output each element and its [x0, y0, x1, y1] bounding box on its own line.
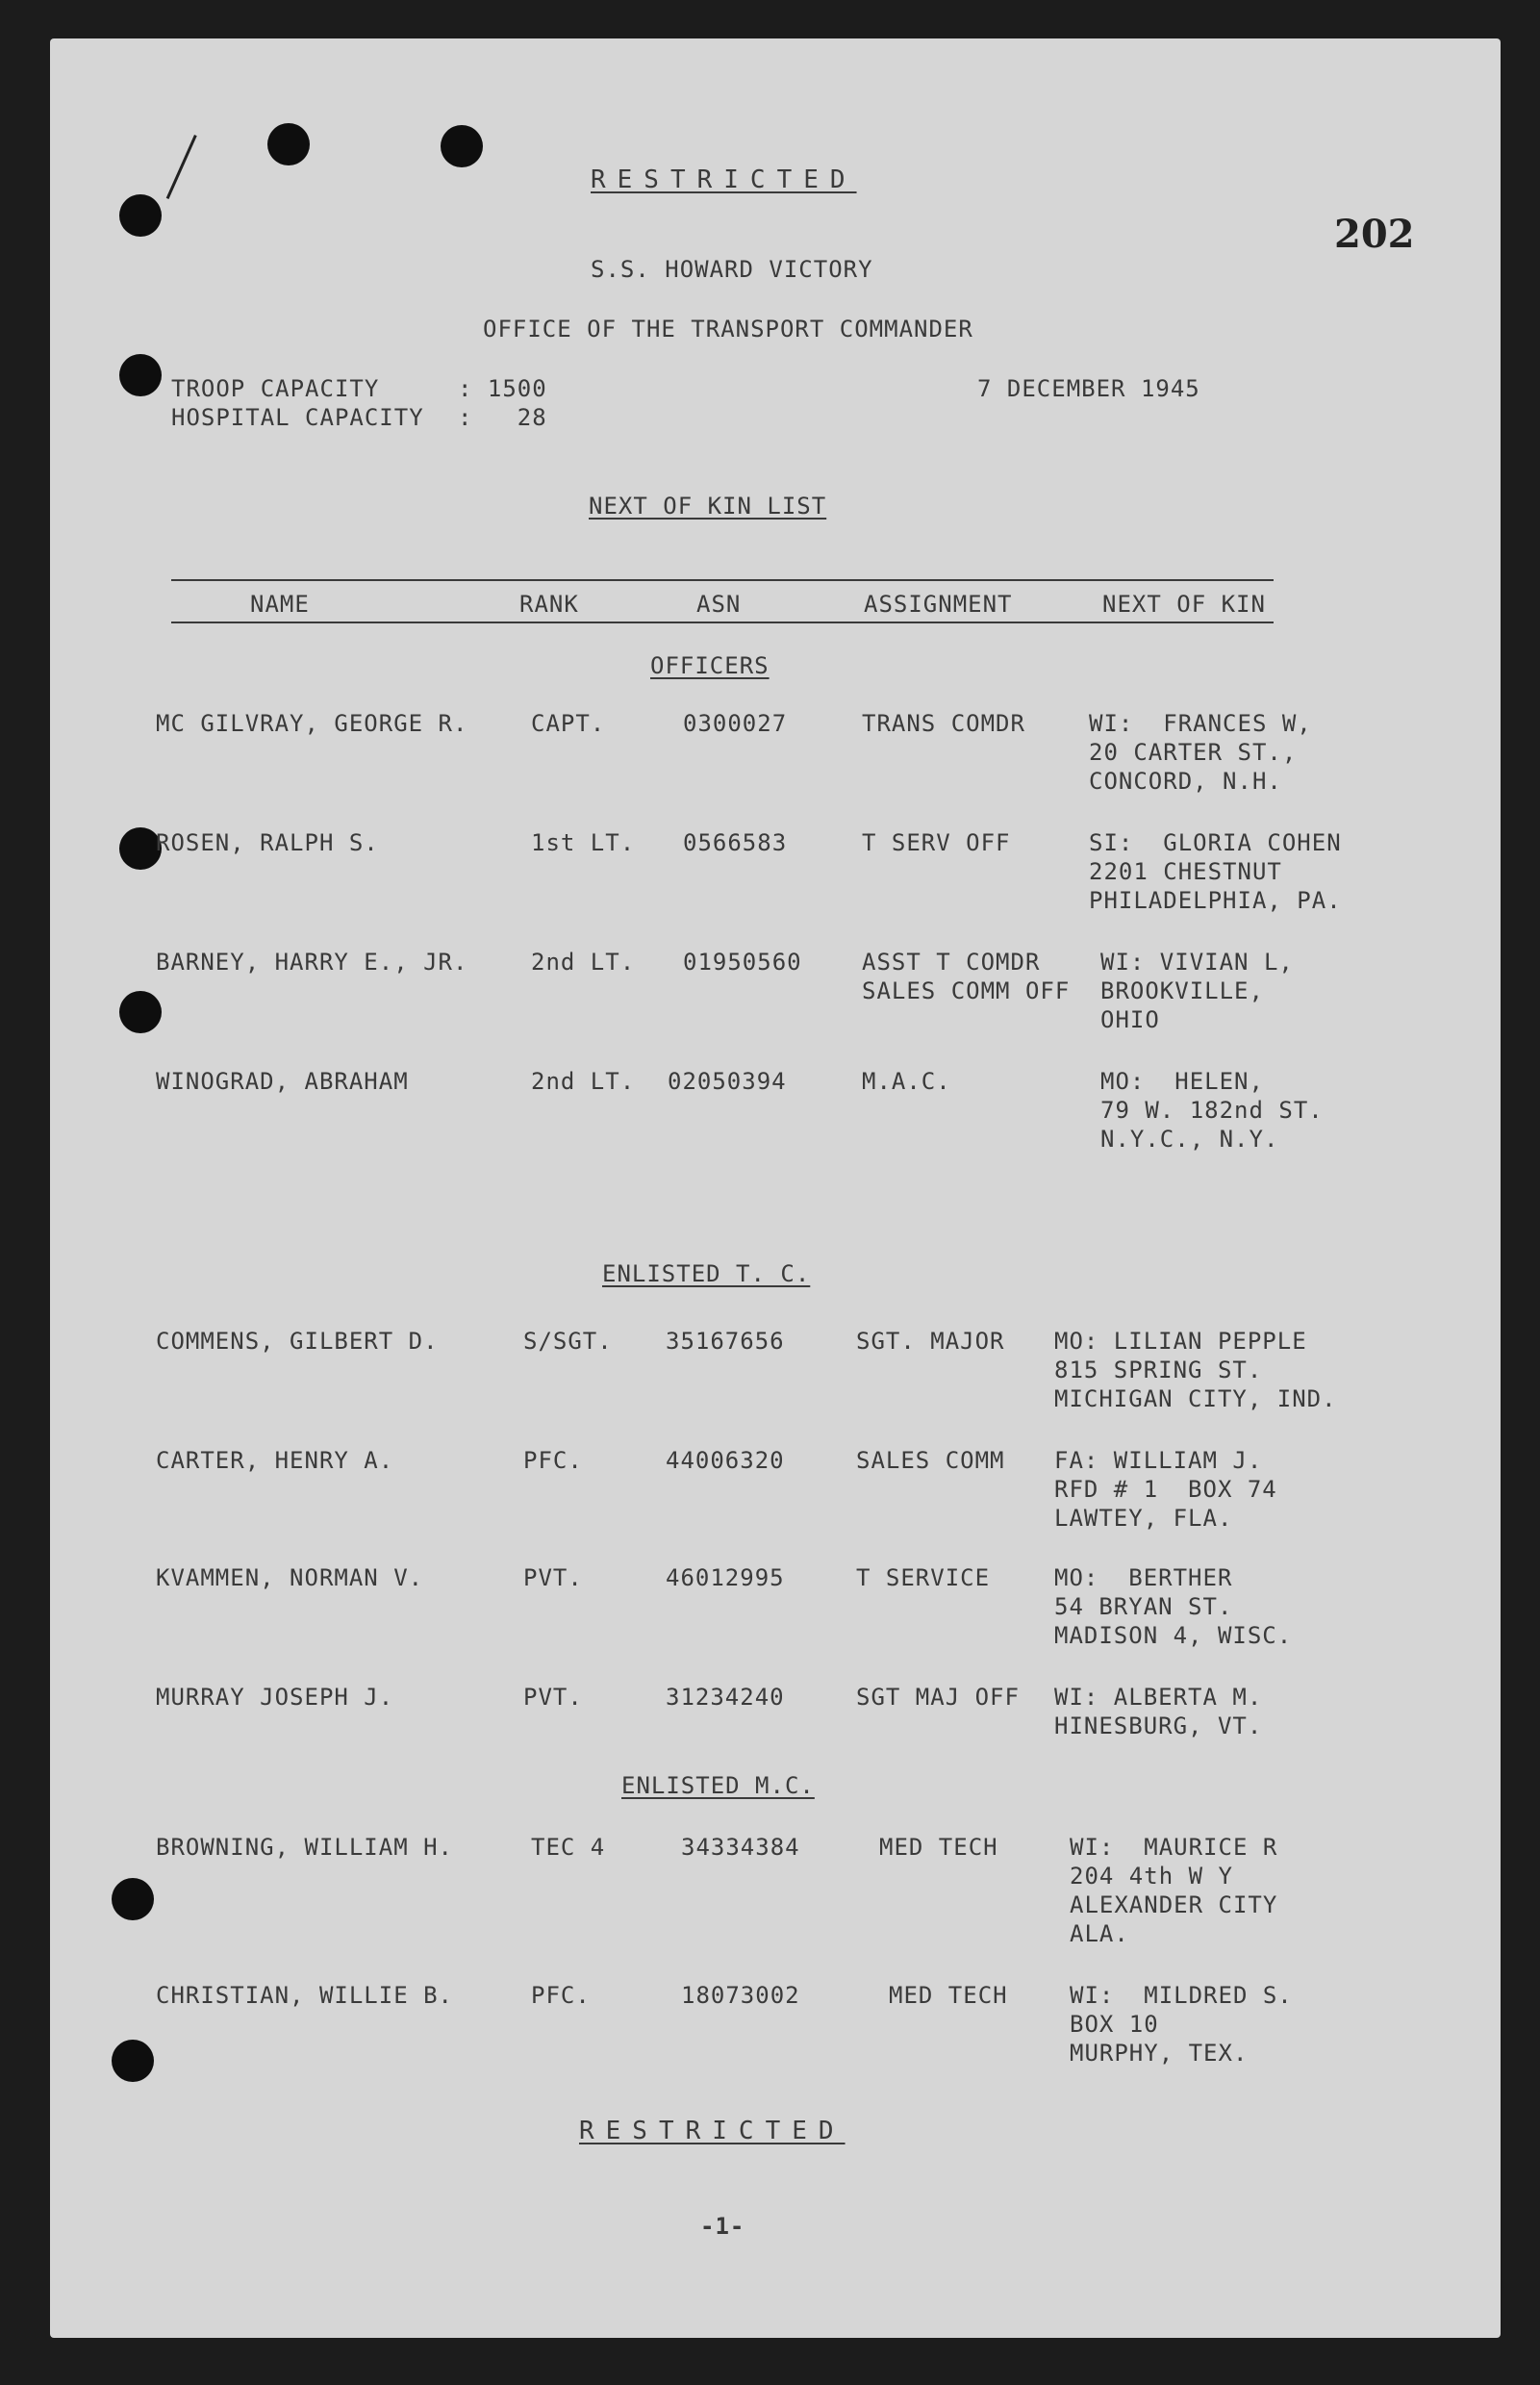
row-name: CARTER, HENRY A.: [156, 1447, 394, 1474]
list-title: NEXT OF KIN LIST: [589, 493, 827, 520]
document-page: [50, 38, 1501, 2338]
row-asn: 44006320: [666, 1447, 785, 1474]
row-kin-line: BROOKVILLE,: [1100, 977, 1264, 1004]
punch-hole: [112, 2040, 154, 2082]
row-kin-line: WI: MAURICE R: [1070, 1834, 1278, 1861]
row-kin-line: N.Y.C., N.Y.: [1100, 1126, 1279, 1153]
row-asn: 18073002: [681, 1982, 800, 2009]
row-rank: 2nd LT.: [531, 1068, 636, 1095]
row-kin-line: CONCORD, N.H.: [1089, 768, 1282, 795]
row-kin-line: BOX 10: [1070, 2011, 1159, 2038]
row-assignment: SGT. MAJOR: [856, 1328, 1005, 1355]
row-rank: PFC.: [531, 1982, 591, 2009]
row-rank: 1st LT.: [531, 829, 636, 856]
row-kin-line: FA: WILLIAM J.: [1054, 1447, 1263, 1474]
hospital-capacity-value: : 28: [458, 404, 547, 431]
row-asn: 46012995: [666, 1564, 785, 1591]
page-number: 202: [1334, 212, 1415, 257]
col-header-rank: RANK: [519, 591, 579, 618]
row-assignment: MED TECH: [879, 1834, 998, 1861]
troop-capacity-label: TROOP CAPACITY: [171, 375, 380, 402]
row-asn: 0566583: [683, 829, 788, 856]
row-asn: 02050394: [668, 1068, 787, 1095]
row-rank: TEC 4: [531, 1834, 606, 1861]
col-header-assignment: ASSIGNMENT: [864, 591, 1013, 618]
row-kin-line: HINESBURG, VT.: [1054, 1713, 1263, 1739]
row-kin-line: RFD # 1 BOX 74: [1054, 1476, 1277, 1503]
row-name: MC GILVRAY, GEORGE R.: [156, 710, 468, 737]
row-kin-line: SI: GLORIA COHEN: [1089, 829, 1342, 856]
row-rank: PVT.: [523, 1684, 583, 1711]
row-kin-line: LAWTEY, FLA.: [1054, 1505, 1233, 1532]
troop-capacity-value: : 1500: [458, 375, 547, 402]
section-enlisted-tc: ENLISTED T. C.: [602, 1260, 811, 1287]
punch-hole: [119, 194, 162, 237]
ship-name: S.S. HOWARD VICTORY: [591, 256, 873, 283]
document-date: 7 DECEMBER 1945: [977, 375, 1200, 402]
classification-bottom: RESTRICTED: [579, 2117, 846, 2145]
row-kin-line: 20 CARTER ST.,: [1089, 739, 1298, 766]
pen-mark: [166, 135, 197, 199]
punch-hole: [267, 123, 310, 165]
row-assignment: MED TECH: [889, 1982, 1008, 2009]
punch-hole: [119, 991, 162, 1033]
section-officers: OFFICERS: [650, 652, 770, 679]
row-kin-line: 204 4th W Y: [1070, 1863, 1233, 1890]
row-asn: 01950560: [683, 949, 802, 976]
row-rank: S/SGT.: [523, 1328, 613, 1355]
row-asn: 0300027: [683, 710, 788, 737]
row-kin-line: MO: HELEN,: [1100, 1068, 1264, 1095]
row-kin-line: ALEXANDER CITY: [1070, 1891, 1278, 1918]
row-kin-line: WI: MILDRED S.: [1070, 1982, 1293, 2009]
row-kin-line: 2201 CHESTNUT: [1089, 858, 1282, 885]
row-assignment: SGT MAJ OFF: [856, 1684, 1020, 1711]
row-assignment: TRANS COMDR: [862, 710, 1025, 737]
row-asn: 35167656: [666, 1328, 785, 1355]
row-rank: PFC.: [523, 1447, 583, 1474]
row-name: CHRISTIAN, WILLIE B.: [156, 1982, 453, 2009]
row-name: BROWNING, WILLIAM H.: [156, 1834, 453, 1861]
row-kin-line: 79 W. 182nd ST.: [1100, 1097, 1324, 1124]
row-kin-line: OHIO: [1100, 1006, 1160, 1033]
row-kin-line: 815 SPRING ST.: [1054, 1357, 1263, 1383]
row-kin-line: PHILADELPHIA, PA.: [1089, 887, 1342, 914]
col-header-asn: ASN: [696, 591, 742, 618]
row-kin-line: 54 BRYAN ST.: [1054, 1593, 1233, 1620]
punch-hole: [119, 354, 162, 396]
row-kin-line: MO: LILIAN PEPPLE: [1054, 1328, 1307, 1355]
page-footer-number: -1-: [700, 2213, 745, 2240]
col-header-name: NAME: [250, 591, 310, 618]
row-assignment: SALES COMM: [856, 1447, 1005, 1474]
row-assignment: ASST T COMDR: [862, 949, 1041, 976]
row-name: COMMENS, GILBERT D.: [156, 1328, 439, 1355]
row-kin-line: MURPHY, TEX.: [1070, 2040, 1249, 2067]
row-name: MURRAY JOSEPH J.: [156, 1684, 394, 1711]
classification-top: RESTRICTED: [591, 165, 857, 194]
office-title: OFFICE OF THE TRANSPORT COMMANDER: [483, 316, 973, 343]
row-rank: 2nd LT.: [531, 949, 636, 976]
row-name: BARNEY, HARRY E., JR.: [156, 949, 468, 976]
row-rank: CAPT.: [531, 710, 606, 737]
section-enlisted-mc: ENLISTED M.C.: [621, 1772, 815, 1799]
row-kin-line: WI: VIVIAN L,: [1100, 949, 1294, 976]
row-assignment: M.A.C.: [862, 1068, 951, 1095]
row-kin-line: WI: FRANCES W,: [1089, 710, 1312, 737]
row-kin-line: MICHIGAN CITY, IND.: [1054, 1385, 1337, 1412]
row-rank: PVT.: [523, 1564, 583, 1591]
hospital-capacity-label: HOSPITAL CAPACITY: [171, 404, 424, 431]
row-name: KVAMMEN, NORMAN V.: [156, 1564, 424, 1591]
row-assignment: T SERVICE: [856, 1564, 991, 1591]
row-name: ROSEN, RALPH S.: [156, 829, 379, 856]
row-assignment: T SERV OFF: [862, 829, 1011, 856]
header-rule-bottom: [171, 622, 1274, 623]
punch-hole: [441, 125, 483, 167]
row-asn: 34334384: [681, 1834, 800, 1861]
row-name: WINOGRAD, ABRAHAM: [156, 1068, 409, 1095]
col-header-next-of-kin: NEXT OF KIN: [1102, 591, 1266, 618]
row-kin-line: MO: BERTHER: [1054, 1564, 1233, 1591]
row-kin-line: WI: ALBERTA M.: [1054, 1684, 1263, 1711]
row-asn: 31234240: [666, 1684, 785, 1711]
header-rule-top: [171, 579, 1274, 581]
row-assignment: SALES COMM OFF: [862, 977, 1071, 1004]
row-kin-line: MADISON 4, WISC.: [1054, 1622, 1293, 1649]
punch-hole: [112, 1878, 154, 1920]
row-kin-line: ALA.: [1070, 1920, 1129, 1947]
